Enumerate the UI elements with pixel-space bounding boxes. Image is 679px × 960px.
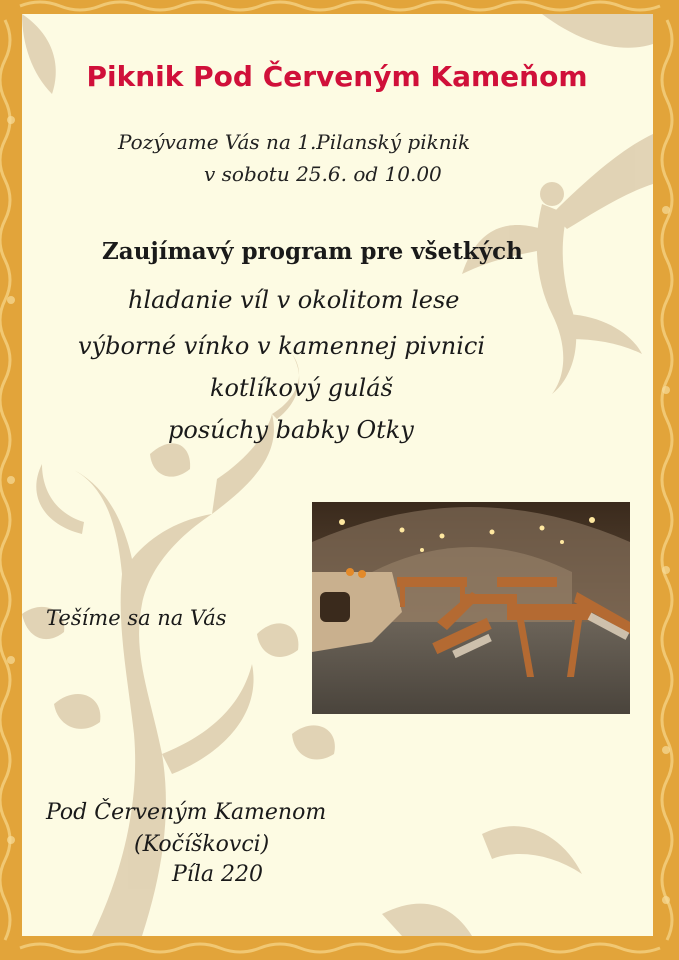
program-heading: Zaujímavý program pre všetkých [102,238,523,265]
wine-cellar-photo [312,502,630,714]
event-title: Piknik Pod Červeným Kameňom [86,60,588,93]
invitation-card [22,14,653,936]
address-line-2: (Kočíškovci) [134,832,270,857]
program-item: kotlíkový guláš [210,374,393,402]
address-line-1: Pod Červeným Kamenom [46,800,327,825]
program-item: hladanie víl v okolitom lese [128,286,460,314]
greeting-text: Tešíme sa na Vás [46,606,227,630]
invitation-line-1: Pozývame Vás na 1.Pilanský piknik [118,130,471,154]
program-item: výborné vínko v kamennej pivnici [78,332,486,360]
program-item: posúchy babky Otky [168,416,414,444]
invitation-line-2: v sobotu 25.6. od 10.00 [204,162,442,186]
address-line-3: Píla 220 [172,862,263,887]
